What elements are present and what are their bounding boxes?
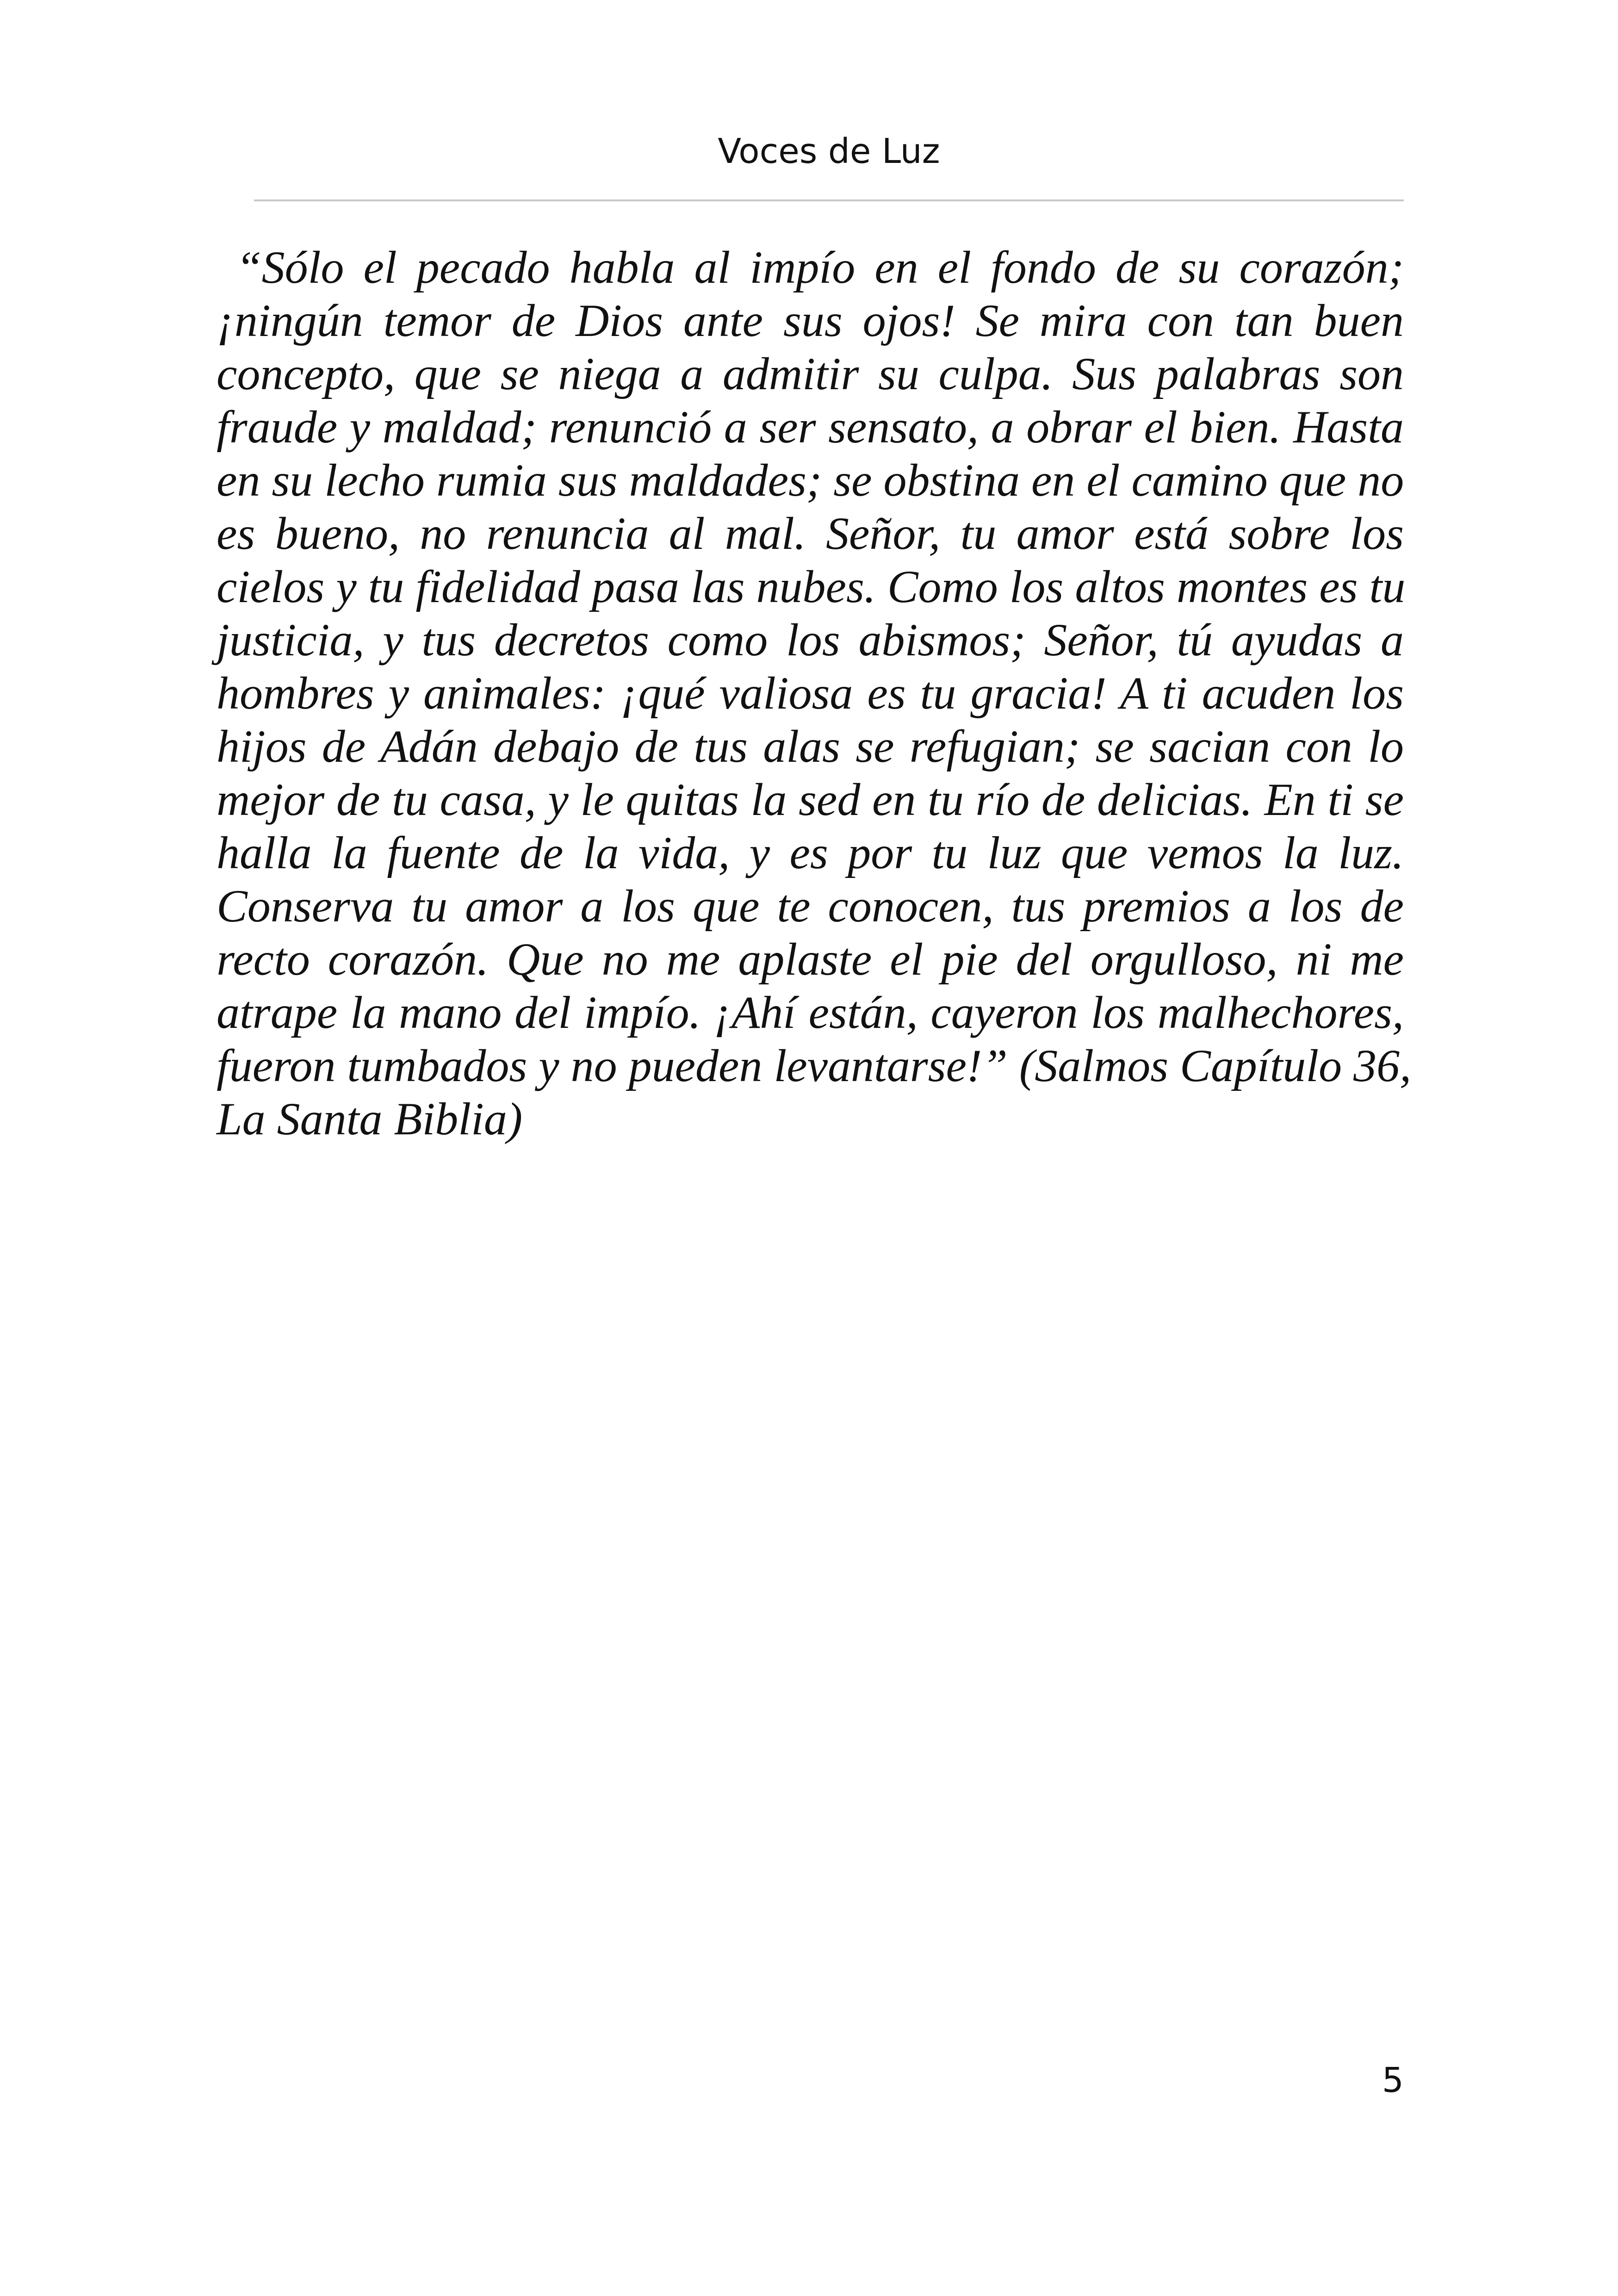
quote-line: fraude y maldad; renunció a ser sensato, a obrar el bien. Hasta bbox=[217, 401, 1404, 453]
running-header-title: Voces de Luz bbox=[718, 131, 940, 171]
quote-line: Conserva tu amor a los que te conocen, tus premios a los de bbox=[217, 880, 1404, 932]
quote-line: ¡ningún temor de Dios ante sus ojos! Se mira con tan buen bbox=[217, 295, 1404, 346]
quote-line: hijos de Adán debajo de tus alas se refugian; se sacian con lo bbox=[217, 721, 1404, 772]
quote-line: en su lecho rumia sus maldades; se obstina en el camino que no bbox=[217, 454, 1404, 506]
quote-line: recto corazón. Que no me aplaste el pie del orgulloso, ni me bbox=[217, 933, 1404, 985]
quote-line: cielos y tu fidelidad pasa las nubes. Como los altos montes es tu bbox=[217, 561, 1406, 612]
page-number: 5 bbox=[1382, 2060, 1404, 2100]
quote-line: “Sólo el pecado habla al impío en el fondo de su corazón; bbox=[236, 242, 1404, 293]
quote-line: La Santa Biblia) bbox=[217, 1093, 523, 1145]
header-divider bbox=[254, 199, 1404, 201]
quote-line: halla la fuente de la vida, y es por tu luz que vemos la luz. bbox=[217, 827, 1404, 878]
quote-line: atrape la mano del impío. ¡Ahí están, cayeron los malhechores, bbox=[217, 987, 1404, 1038]
quote-line: fueron tumbados y no pueden levantarse!” (Salmos Capítulo 36, bbox=[217, 1040, 1412, 1091]
psalm-quote-paragraph bbox=[217, 241, 1412, 1145]
quote-line: justicia, y tus decretos como los abismos; Señor, tú ayudas a bbox=[217, 614, 1404, 666]
quote-line: hombres y animales: ¡qué valiosa es tu gracia! A ti acuden los bbox=[217, 667, 1404, 719]
quote-line: mejor de tu casa, y le quitas la sed en tu río de delicias. En ti se bbox=[217, 774, 1404, 825]
quote-line: es bueno, no renuncia al mal. Señor, tu amor está sobre los bbox=[217, 508, 1404, 559]
quote-line: concepto, que se niega a admitir su culpa. Sus palabras son bbox=[217, 348, 1404, 399]
